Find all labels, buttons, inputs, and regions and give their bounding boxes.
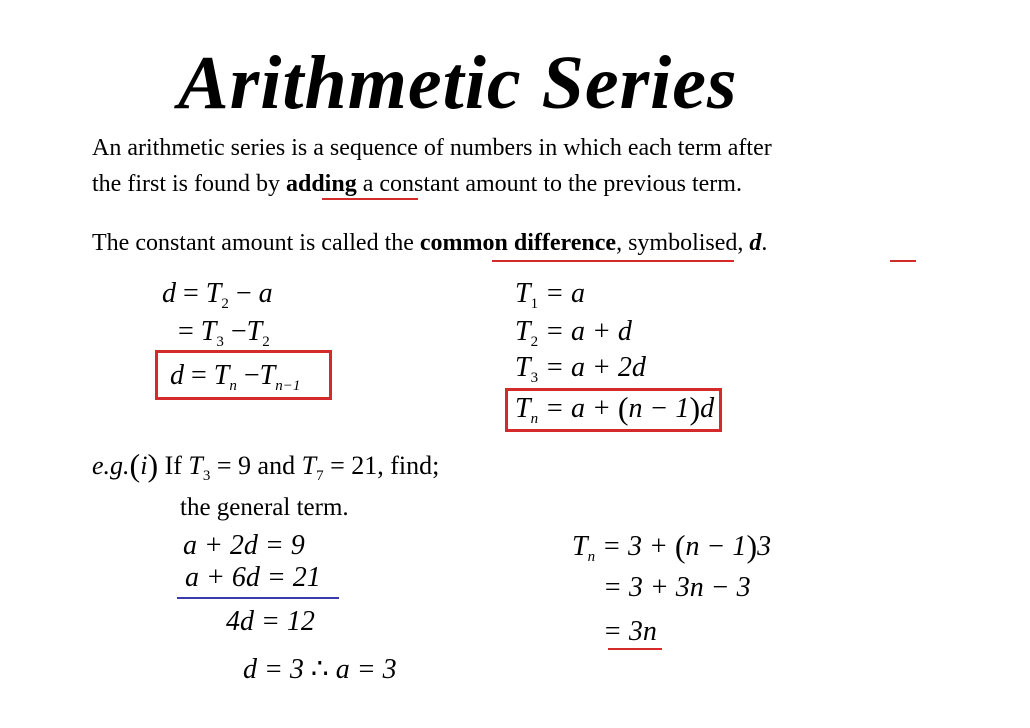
solution-eq-1: a + 2d = 9 <box>183 530 305 561</box>
common-difference-sentence: The constant amount is called the common difference, symbolised, d. <box>92 230 768 256</box>
definition-line-2: the first is found by adding a constant amount to the previous term. <box>92 171 742 197</box>
difference-eq-2: = $T_3 -T_2$ <box>178 316 270 350</box>
term-eq-3: $T_3 = a + 2d$ <box>515 352 646 386</box>
general-term-solution-1: $T_n = 3 + (n - 1)3$ <box>572 528 772 565</box>
term-eq-1: $T_1 = a$ <box>515 278 585 312</box>
term-eq-2: $T_2 = a + d$ <box>515 316 632 350</box>
general-term-box <box>505 388 722 432</box>
subtraction-line <box>177 597 339 599</box>
d-symbol-underline <box>890 260 916 262</box>
definition-paragraph <box>92 130 772 202</box>
d-symbol: d <box>749 230 762 256</box>
therefore-symbol: ∴ <box>310 654 329 685</box>
common-difference-underline <box>492 260 734 262</box>
example-prompt: e.g.(i) If $T_3 = 9$ and $T_7 = 21$, find; <box>92 447 440 484</box>
general-difference-box <box>155 350 332 400</box>
term-eq-general: $T_n = a + (n - 1)d$ <box>515 390 715 427</box>
solution-eq-3: 4d = 12 <box>226 606 315 637</box>
general-term-solution-3: = 3n <box>603 616 657 647</box>
common-difference-keyword: common difference <box>419 230 617 256</box>
definition-line-1: An arithmetic series is a sequence of numbers in which each term after <box>92 135 772 161</box>
solution-eq-4: d = 3 ∴ a = 3 <box>243 654 397 685</box>
difference-eq-general: $d = T_n -T_{n-1}$ <box>170 360 301 394</box>
solution-eq-2: a + 6d = 21 <box>185 562 321 593</box>
adding-keyword: adding <box>285 171 357 197</box>
final-answer-underline <box>608 648 662 650</box>
adding-underline <box>322 198 418 200</box>
general-term-solution-2: = 3 + 3n − 3 <box>603 572 751 603</box>
example-sub-task: the general term. <box>180 494 349 521</box>
difference-eq-1: $d = T_2 - a$ <box>162 278 273 312</box>
slide-title: Arithmetic Series <box>178 41 738 125</box>
